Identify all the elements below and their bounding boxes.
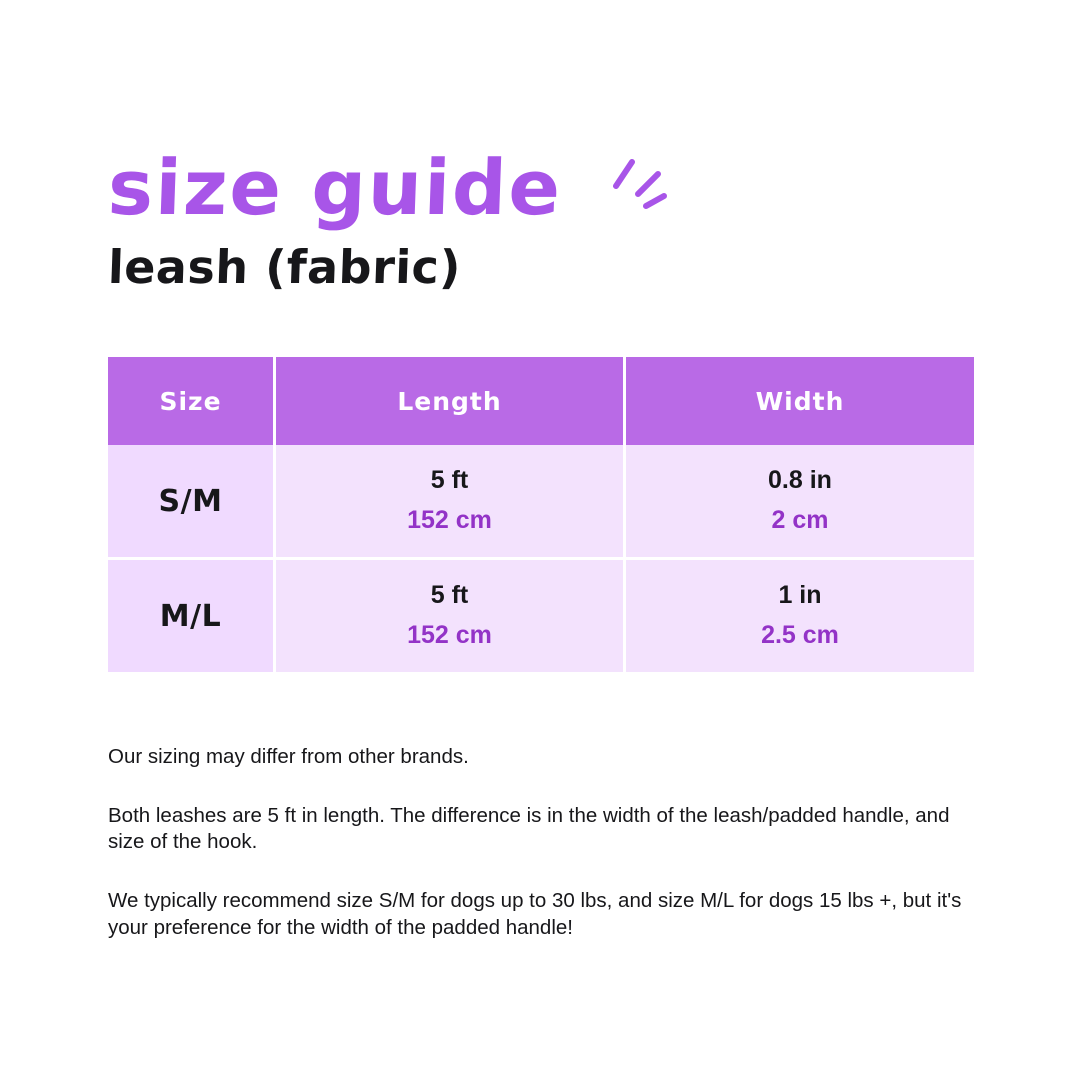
title-block [106,0,972,294]
page-title: size guide [106,143,564,232]
size-table [108,357,974,672]
cell-size: S/M [108,445,276,560]
cell-width [626,560,974,672]
table-body [108,445,974,672]
length-imperial: 5 ft [430,581,469,610]
table-header [108,357,974,445]
table-header-row [108,357,974,445]
table-row [108,445,974,560]
width-imperial: 0.8 in [768,466,832,495]
cell-width [626,445,974,560]
table-row [108,560,974,672]
column-header-width: Width [626,357,974,445]
cell-length [276,560,626,672]
width-imperial: 1 in [778,581,822,610]
column-header-size: Size [108,357,276,445]
length-metric: 152 cm [407,506,492,534]
width-metric: 2.5 cm [761,621,839,649]
sparkle-icon [606,148,676,218]
width-metric: 2 cm [771,506,829,534]
note-length-difference: Both leashes are 5 ft in length. The difference is in the width of the leash/padded handle, and size of the hook. [108,803,950,854]
notes-section [108,744,978,941]
note-recommendation: We typically recommend size S/M for dogs up to 30 lbs, and size M/L for dogs 15 lbs +, but it's your preference for the width of the padded handle! [108,888,962,939]
cell-length [276,445,626,560]
page-subtitle: leash (fabric) [107,240,462,294]
cell-size: M/L [108,560,276,672]
column-header-length: Length [276,357,626,445]
length-imperial: 5 ft [430,466,469,495]
length-metric: 152 cm [407,621,492,649]
note-sizing-disclaimer: Our sizing may differ from other brands. [108,745,469,768]
